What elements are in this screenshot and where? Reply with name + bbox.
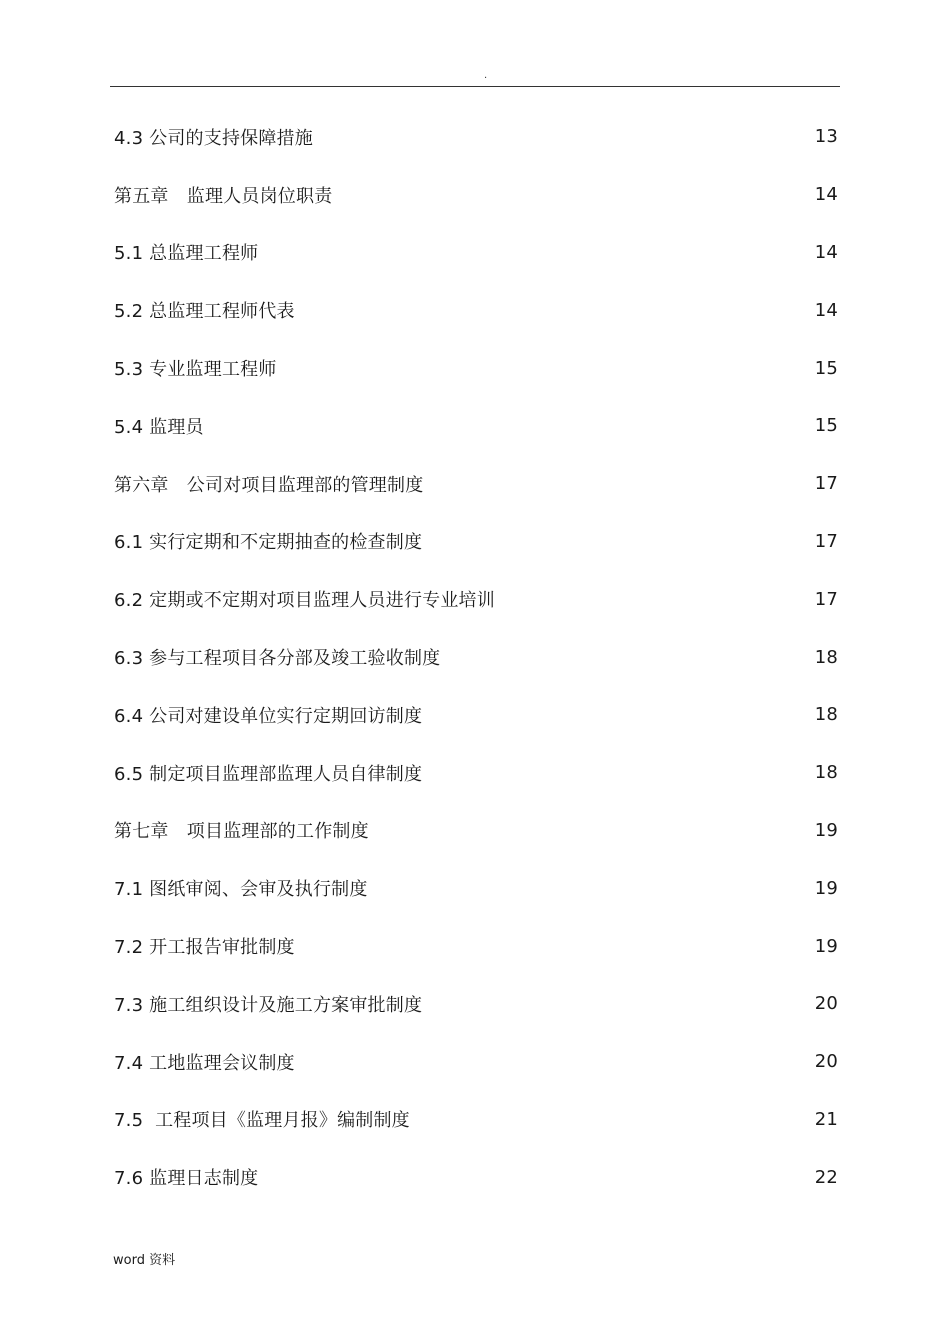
- toc-entry-page: 17: [814, 530, 838, 552]
- toc-entry-page: 17: [814, 473, 838, 495]
- toc-entry-title: 4.3 公司的支持保障措施: [114, 127, 313, 149]
- toc-entry-page: 22: [814, 1166, 838, 1188]
- page-footer: word 资料: [113, 1253, 176, 1268]
- toc-entry-title: 6.4 公司对建设单位实行定期回访制度: [114, 705, 423, 727]
- toc-entry-page: 13: [814, 126, 838, 148]
- toc-entry-title: 7.4 工地监理会议制度: [114, 1052, 295, 1074]
- toc-entry-page: 18: [814, 704, 838, 726]
- toc-entry-6-2[interactable]: [114, 570, 838, 628]
- toc-entry-6-5[interactable]: [114, 744, 838, 802]
- toc-entry-title: 7.3 施工组织设计及施工方案审批制度: [114, 994, 423, 1016]
- toc-entry-7-3[interactable]: [114, 975, 838, 1033]
- toc-entry-page: 19: [814, 935, 838, 957]
- toc-entry-chapter-6[interactable]: [114, 455, 838, 513]
- toc-entry-5-1[interactable]: [114, 224, 838, 282]
- toc-entry-5-4[interactable]: [114, 397, 838, 455]
- table-of-contents: [114, 108, 838, 1206]
- toc-entry-page: 21: [814, 1108, 838, 1130]
- toc-entry-6-4[interactable]: [114, 686, 838, 744]
- toc-entry-title: 第六章 公司对项目监理部的管理制度: [114, 474, 424, 496]
- toc-entry-5-2[interactable]: [114, 281, 838, 339]
- toc-entry-4-3[interactable]: [114, 108, 838, 166]
- toc-entry-page: 18: [814, 762, 838, 784]
- toc-entry-page: 15: [814, 415, 838, 437]
- toc-entry-title: 5.2 总监理工程师代表: [114, 301, 295, 323]
- toc-entry-title: 5.3 专业监理工程师: [114, 359, 277, 381]
- toc-entry-chapter-5[interactable]: [114, 166, 838, 224]
- toc-entry-page: 18: [814, 646, 838, 668]
- toc-entry-page: 20: [814, 993, 838, 1015]
- toc-entry-page: 15: [814, 357, 838, 379]
- toc-entry-page: 20: [814, 1051, 838, 1073]
- toc-entry-title: 6.1 实行定期和不定期抽查的检查制度: [114, 532, 423, 554]
- toc-entry-6-1[interactable]: [114, 513, 838, 571]
- toc-entry-5-3[interactable]: [114, 339, 838, 397]
- toc-entry-6-3[interactable]: [114, 628, 838, 686]
- toc-entry-title: 5.4 监理员: [114, 416, 204, 438]
- toc-entry-title: 6.2 定期或不定期对项目监理人员进行专业培训: [114, 590, 495, 612]
- toc-entry-title: 6.3 参与工程项目各分部及竣工验收制度: [114, 648, 441, 670]
- toc-entry-title: 第五章 监理人员岗位职责: [114, 185, 333, 207]
- toc-entry-title: 7.1 图纸审阅、会审及执行制度: [114, 879, 368, 901]
- toc-entry-title: 7.5 工程项目《监理月报》编制制度: [114, 1110, 410, 1132]
- toc-entry-7-2[interactable]: [114, 917, 838, 975]
- toc-entry-page: 19: [814, 819, 838, 841]
- toc-entry-chapter-7[interactable]: [114, 802, 838, 860]
- header-rule: [110, 86, 840, 87]
- toc-entry-title: 7.2 开工报告审批制度: [114, 937, 295, 959]
- toc-entry-page: 14: [814, 241, 838, 263]
- toc-entry-title: 第七章 项目监理部的工作制度: [114, 821, 369, 843]
- toc-entry-page: 14: [814, 299, 838, 321]
- toc-entry-7-4[interactable]: [114, 1033, 838, 1091]
- toc-entry-page: 14: [814, 184, 838, 206]
- toc-entry-7-5[interactable]: [114, 1091, 838, 1149]
- header-mark: .: [484, 70, 488, 81]
- toc-entry-page: 19: [814, 877, 838, 899]
- toc-entry-page: 17: [814, 588, 838, 610]
- toc-entry-title: 6.5 制定项目监理部监理人员自律制度: [114, 763, 423, 785]
- toc-entry-7-6[interactable]: [114, 1148, 838, 1206]
- toc-entry-title: 7.6 监理日志制度: [114, 1168, 259, 1190]
- toc-entry-7-1[interactable]: [114, 859, 838, 917]
- toc-entry-title: 5.1 总监理工程师: [114, 243, 259, 265]
